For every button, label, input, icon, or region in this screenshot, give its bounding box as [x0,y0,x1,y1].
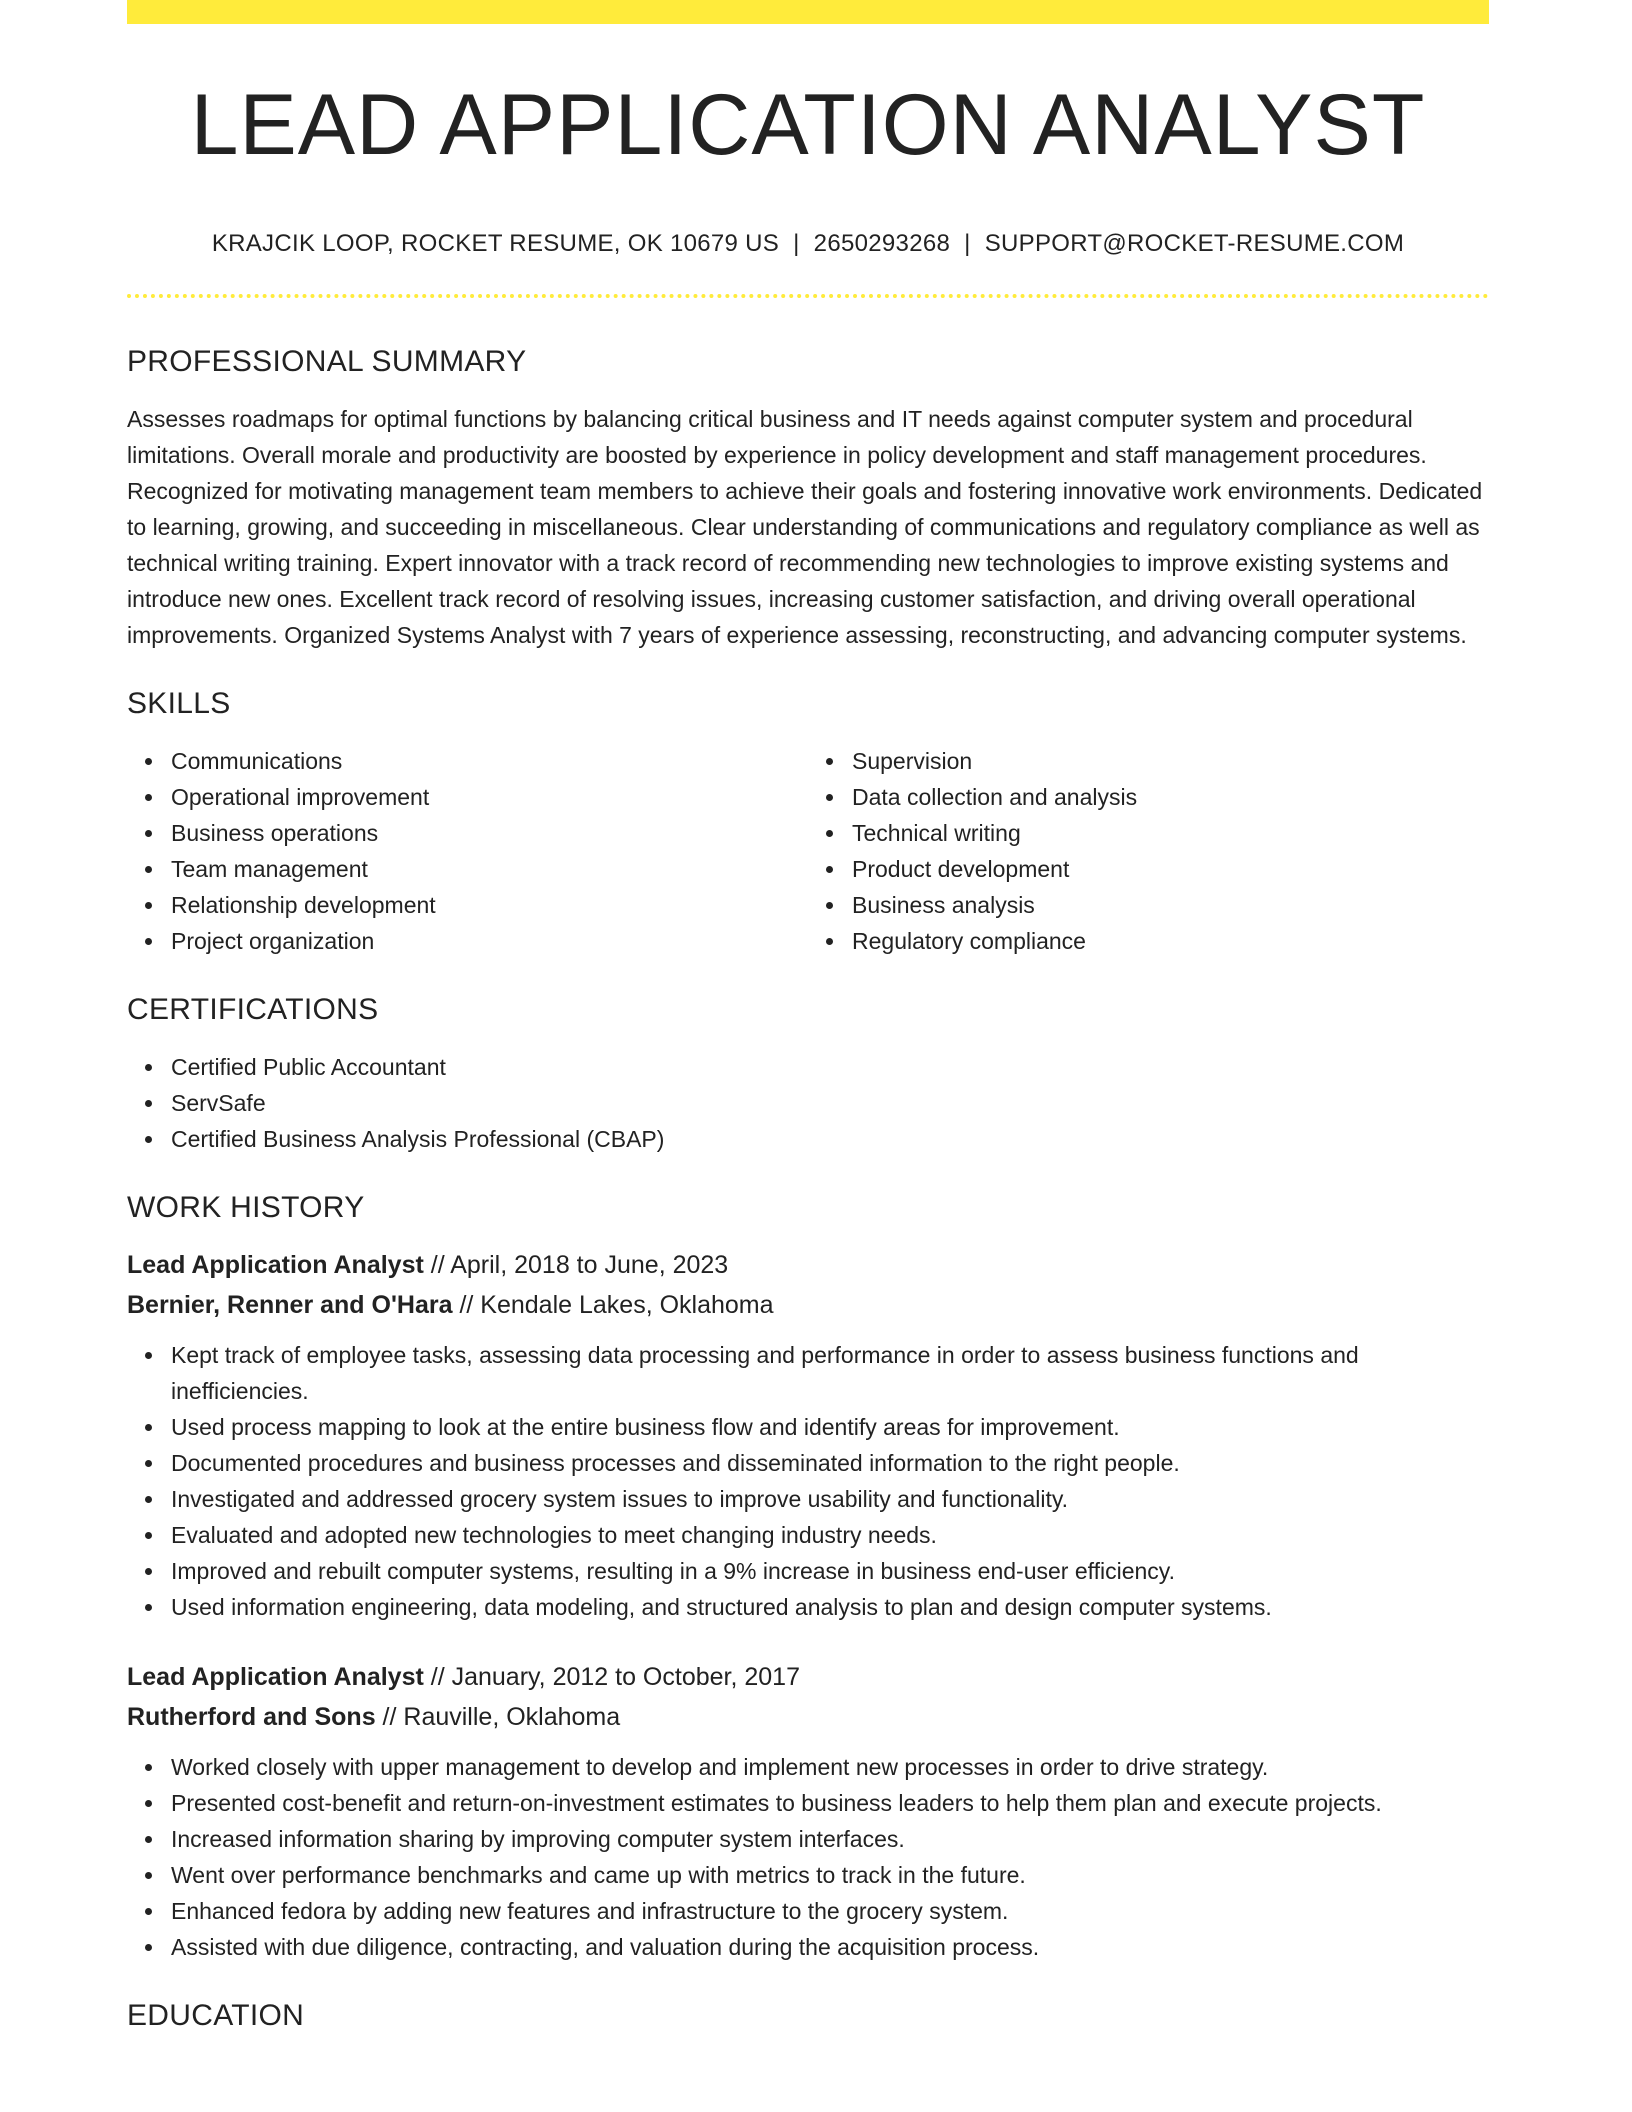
skill-item: Product development [852,851,1489,887]
job-entry [127,1245,1489,1625]
job-role: Lead Application Analyst [127,1251,424,1279]
job-bullet: Enhanced fedora by adding new features and infrastructure to the grocery system. [171,1893,1489,1929]
top-accent-bar [127,0,1489,24]
skills-list-left [127,743,808,959]
certifications-list [127,1049,1489,1157]
job-bullet: Worked closely with upper management to develop and implement new processes in order to drive strategy. [171,1749,1489,1785]
certification-item: Certified Business Analysis Professional (CBAP) [171,1121,1489,1157]
job-location: // Rauville, Oklahoma [375,1703,621,1731]
skill-item: Supervision [852,743,1489,779]
certifications-section [127,995,1489,1157]
job-bullet: Presented cost-benefit and return-on-investment estimates to business leaders to help them plan and execute projects. [171,1785,1489,1821]
skills-section [127,689,1489,959]
skill-item: Regulatory compliance [852,923,1489,959]
skill-item: Technical writing [852,815,1489,851]
skills-list-right [808,743,1489,959]
section-title-work-history: WORK HISTORY [127,1191,365,1224]
job-location: // Kendale Lakes, Oklahoma [452,1291,774,1319]
skill-item: Business operations [171,815,808,851]
work-history-section [127,1193,1489,1965]
job-dates: // January, 2012 to October, 2017 [423,1663,800,1691]
job-bullet: Evaluated and adopted new technologies to meet changing industry needs. [171,1517,1489,1553]
contact-address: KRAJCIK LOOP, ROCKET RESUME, OK 10679 US [211,230,780,257]
job-role: Lead Application Analyst [127,1663,424,1691]
job-company: Rutherford and Sons [127,1703,376,1731]
job-bullets [127,1749,1489,1965]
contact-email[interactable]: SUPPORT@ROCKET-RESUME.COM [984,230,1405,257]
job-bullet: Documented procedures and business processes and disseminated information to the right people. [171,1445,1489,1481]
skill-item: Communications [171,743,808,779]
certification-item: Certified Public Accountant [171,1049,1489,1085]
skills-grid [127,743,1489,959]
job-title-line [127,1657,1489,1697]
job-company-line [127,1285,1489,1325]
job-title-line [127,1245,1489,1285]
certification-item: ServSafe [171,1085,1489,1121]
job-bullet: Increased information sharing by improving computer system interfaces. [171,1821,1489,1857]
contact-line [127,232,1489,256]
skill-item: Operational improvement [171,779,808,815]
skill-item: Relationship development [171,887,808,923]
resume-page [127,0,1489,2031]
job-bullet: Improved and rebuilt computer systems, resulting in a 9% increase in business end-user efficiency. [171,1553,1489,1589]
job-company: Bernier, Renner and O'Hara [127,1291,453,1319]
section-title-summary: PROFESSIONAL SUMMARY [127,345,527,378]
skill-item: Data collection and analysis [852,779,1489,815]
section-title-certifications: CERTIFICATIONS [127,993,379,1026]
dotted-divider [127,294,1489,298]
job-bullet: Investigated and addressed grocery system issues to improve usability and functionality. [171,1481,1489,1517]
contact-separator: | [793,230,800,257]
job-entry [127,1657,1489,1965]
summary-section [127,347,1489,653]
job-bullet: Went over performance benchmarks and came up with metrics to track in the future. [171,1857,1489,1893]
section-title-skills: SKILLS [127,687,231,720]
contact-separator: | [964,230,971,257]
summary-text: Assesses roadmaps for optimal functions by balancing critical business and IT needs against computer system and procedural limitations. Overall morale and productivity are boosted by experience in policy development and staff management procedures. Recognized for motivating management team members to achieve their goals and fostering innovative work environments. Dedicated to learning, growing, and succeeding in miscellaneous. Clear understanding of communications and regulatory compliance as well as technical writing training. Expert innovator with a track record of recommending new technologies to improve existing systems and introduce new ones. Excellent track record of resolving issues, increasing customer satisfaction, and driving overall operational improvements. Organized Systems Analyst with 7 years of experience assessing, reconstructing, and advancing computer systems. [127,406,1483,648]
skill-item: Team management [171,851,808,887]
job-bullet: Assisted with due diligence, contracting, and valuation during the acquisition process. [171,1929,1489,1965]
job-bullets [127,1337,1489,1625]
resume-name: LEAD APPLICATION ANALYST [190,77,1426,173]
contact-phone: 2650293268 [813,230,951,257]
job-company-line [127,1697,1489,1737]
job-bullet: Used information engineering, data modeling, and structured analysis to plan and design computer systems. [171,1589,1489,1625]
job-bullet: Used process mapping to look at the entire business flow and identify areas for improvement. [171,1409,1489,1445]
education-section [127,2001,1489,2031]
section-title-education: EDUCATION [127,1999,305,2032]
skill-item: Business analysis [852,887,1489,923]
skill-item: Project organization [171,923,808,959]
job-bullet: Kept track of employee tasks, assessing data processing and performance in order to assess business functions and inefficiencies. [171,1337,1489,1409]
job-dates: // April, 2018 to June, 2023 [423,1251,729,1279]
